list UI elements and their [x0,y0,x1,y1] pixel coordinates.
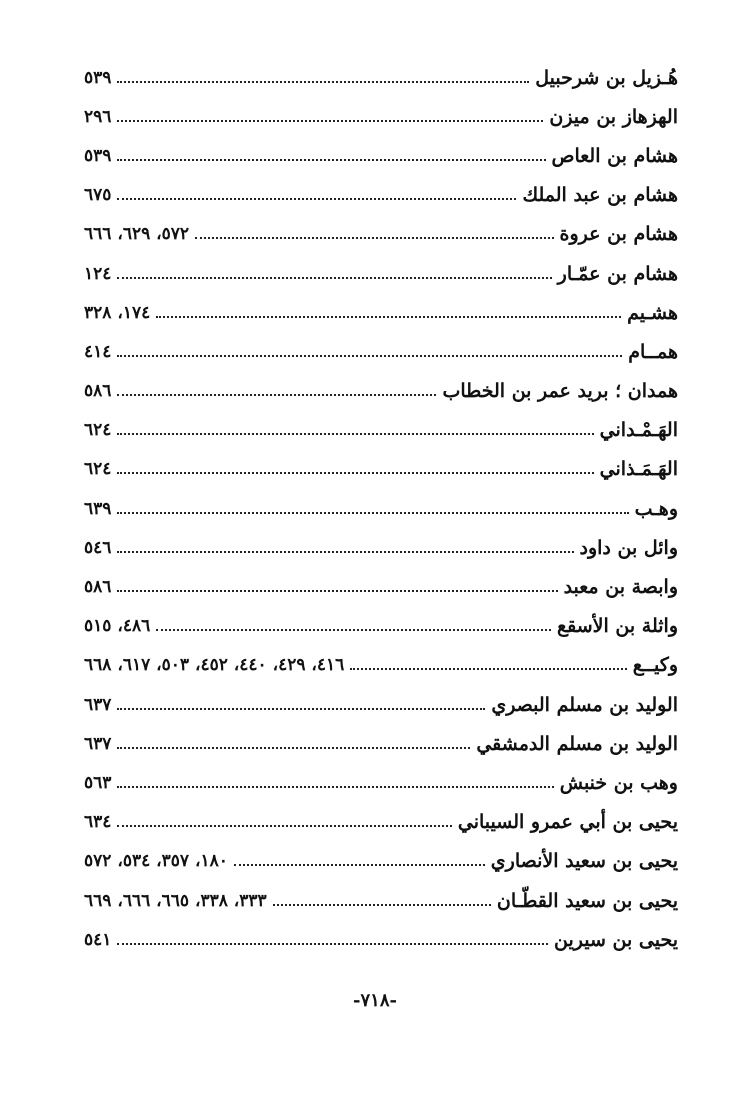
entry-name: هشام بن العاص [551,144,678,167]
entry-name: يحيى بن أبي عمرو السيباني [457,811,678,834]
entry-name: الهَـمْـداني [599,419,678,442]
dot-leader [117,433,593,435]
entry-pages: ٦٧٥ [84,185,112,206]
dot-leader [117,825,451,827]
entry-pages: ٥٧٢، ٦٢٩، ٦٦٦ [84,224,190,245]
entry-pages: ٦٢٤ [84,459,112,480]
entry-name: الوليد بن مسلم البصري [491,693,678,716]
entry-pages: ٥٤١ [84,929,112,950]
entry-pages: ٦٣٧ [84,694,112,715]
index-entry [84,528,678,567]
index-entry [84,489,678,528]
entry-name: يحيى بن سعيد الأنصاري [490,850,678,873]
index-entry [84,685,678,724]
entry-name: الهزهاز بن ميزن [549,105,678,128]
index-entry [84,920,678,959]
entry-name: واثلة بن الأسقع [557,615,678,638]
entry-name: هشام بن عروة [559,223,678,246]
entry-pages: ٥٣٩ [84,67,112,88]
entry-name: هشام بن عبد الملك [522,184,678,207]
index-entry [84,724,678,763]
index-entry [84,803,678,842]
dot-leader [117,786,553,788]
dot-leader [117,472,593,474]
entry-name: هُـزيل بن شرحبيل [535,66,678,89]
dot-leader [117,355,622,357]
dot-leader [350,668,627,670]
index-entry [84,176,678,215]
entry-pages: ١٢٤ [84,263,112,284]
index-entry [84,136,678,175]
entry-name: وهب بن خنبش [559,771,678,794]
entry-pages: ٣٣٣، ٣٣٨، ٦٦٥، ٦٦٦، ٦٦٩ [84,890,267,911]
entry-pages: ٥٨٦ [84,381,112,402]
entry-pages: ١٧٤، ٣٢٨ [84,302,151,323]
index-entry [84,372,678,411]
dot-leader [117,394,436,396]
dot-leader [117,512,628,514]
entry-name: يحيى بن سعيد القطّـان [496,889,678,912]
index-entry [84,215,678,254]
entry-name: هشام بن عمّـار [557,262,678,285]
entry-name: وكيــع [632,654,678,677]
entry-pages: ٥٤٦ [84,537,112,558]
index-entry [84,58,678,97]
dot-leader [117,198,516,200]
dot-leader [234,864,485,866]
dot-leader [195,237,554,239]
page-number: -٧١٨- [353,990,397,1011]
index-entry [84,450,678,489]
index-entry [84,646,678,685]
dot-leader [117,120,543,122]
index-entry [84,97,678,136]
entry-pages: ١٨٠، ٣٥٧، ٥٣٤، ٥٧٢ [84,851,228,872]
index-entry [84,881,678,920]
index-entry [84,763,678,802]
dot-leader [273,904,491,906]
entry-pages: ٦٣٧ [84,733,112,754]
dot-leader [117,747,470,749]
entry-name: وائل بن داود [579,536,678,559]
entry-name: يحيى بن سيرين [554,928,678,951]
index-entry [84,842,678,881]
dot-leader [117,277,551,279]
entry-name: وهـب [634,497,678,520]
entry-pages: ٤٨٦، ٥١٥ [84,616,151,637]
dot-leader [156,316,621,318]
dot-leader [117,590,557,592]
entry-pages: ٤١٤ [84,341,112,362]
dot-leader [117,159,545,161]
index-entry [84,254,678,293]
entry-pages: ٢٩٦ [84,106,112,127]
index-entry [84,607,678,646]
entry-pages: ٤١٦، ٤٢٩، ٤٤٠، ٤٥٢، ٥٠٣، ٦١٧، ٦٦٨ [84,655,345,676]
entry-pages: ٦٣٩ [84,498,112,519]
entry-name: الوليد بن مسلم الدمشقي [476,732,678,755]
dot-leader [117,708,485,710]
entry-name: همــام [628,340,678,363]
entry-name: همدان ؛ بريد عمر بن الخطاب [442,380,678,403]
entry-pages: ٦٣٤ [84,812,112,833]
dot-leader [117,81,529,83]
entry-name: هشـيم [627,301,678,324]
index-entry [84,332,678,371]
index-entry [84,293,678,332]
entry-pages: ٥٦٣ [84,772,112,793]
index-entry [84,411,678,450]
index-list [84,58,678,959]
dot-leader [117,943,548,945]
index-entry [84,567,678,606]
entry-pages: ٦٢٤ [84,420,112,441]
entry-name: وابصة بن معبد [563,576,678,599]
entry-pages: ٥٨٦ [84,577,112,598]
entry-pages: ٥٣٩ [84,145,112,166]
entry-name: الهَـمَـذاني [599,458,678,481]
dot-leader [156,629,551,631]
dot-leader [117,551,573,553]
